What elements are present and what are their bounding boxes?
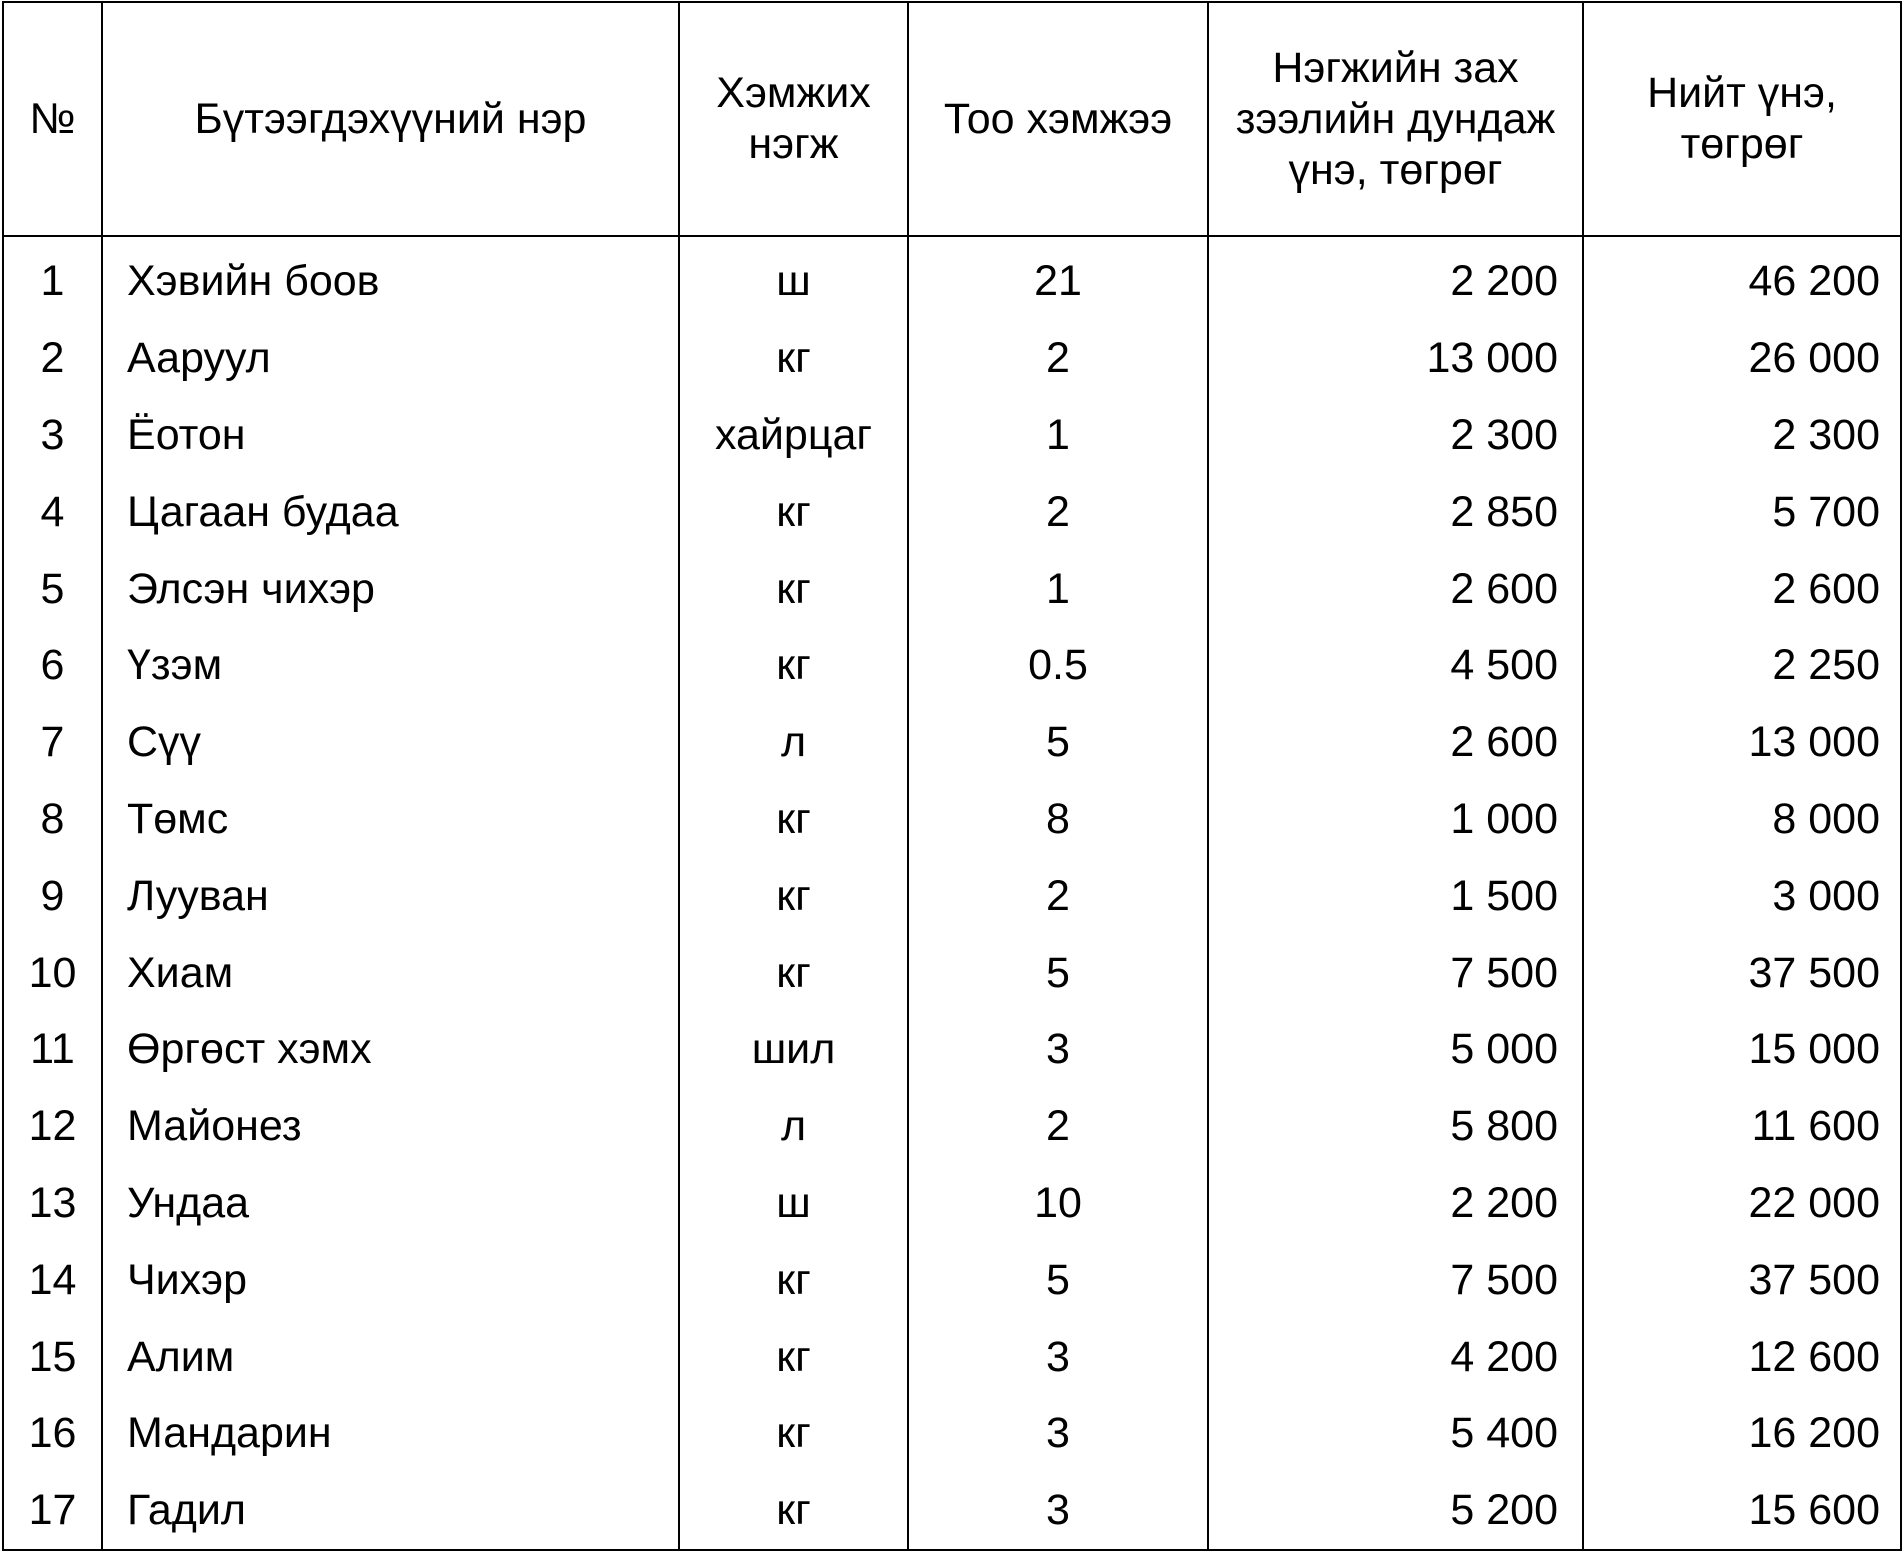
- cell-quantity: 1: [908, 397, 1208, 474]
- table-row: [3, 397, 1901, 474]
- cell-unit-price: 7 500: [1208, 1241, 1583, 1318]
- cell-product-name: Үзэм: [102, 627, 679, 704]
- cell-unit-price: 13 000: [1208, 320, 1583, 397]
- table-row: [3, 934, 1901, 1011]
- cell-unit: хайрцаг: [679, 397, 908, 474]
- table-row: [3, 1165, 1901, 1242]
- cell-number: 5: [3, 550, 102, 627]
- cell-number: 6: [3, 627, 102, 704]
- cell-product-name: Алим: [102, 1318, 679, 1395]
- cell-unit-price: 1 000: [1208, 781, 1583, 858]
- cell-total-price: 16 200: [1583, 1395, 1901, 1472]
- cell-unit: кг: [679, 627, 908, 704]
- cell-unit: ш: [679, 1165, 908, 1242]
- cell-total-price: 5 700: [1583, 473, 1901, 550]
- cell-quantity: 1: [908, 550, 1208, 627]
- cell-unit-price: 2 850: [1208, 473, 1583, 550]
- cell-quantity: 0.5: [908, 627, 1208, 704]
- cell-quantity: 5: [908, 934, 1208, 1011]
- cell-number: 13: [3, 1165, 102, 1242]
- cell-product-name: Хиам: [102, 934, 679, 1011]
- cell-unit: кг: [679, 1318, 908, 1395]
- cell-unit: кг: [679, 1472, 908, 1550]
- cell-quantity: 3: [908, 1472, 1208, 1550]
- cell-total-price: 2 600: [1583, 550, 1901, 627]
- table-header-row: [3, 2, 1901, 236]
- cell-unit: кг: [679, 781, 908, 858]
- cell-product-name: Төмс: [102, 781, 679, 858]
- cell-product-name: Гадил: [102, 1472, 679, 1550]
- cell-unit: л: [679, 704, 908, 781]
- cell-total-price: 22 000: [1583, 1165, 1901, 1242]
- table-row: [3, 1011, 1901, 1088]
- cell-product-name: Майонез: [102, 1088, 679, 1165]
- table-row: [3, 320, 1901, 397]
- cell-total-price: 3 000: [1583, 857, 1901, 934]
- cell-unit-price: 4 500: [1208, 627, 1583, 704]
- table-row: [3, 1395, 1901, 1472]
- cell-total-price: 15 000: [1583, 1011, 1901, 1088]
- cell-product-name: Сүү: [102, 704, 679, 781]
- cell-unit: кг: [679, 1395, 908, 1472]
- cell-total-price: 2 300: [1583, 397, 1901, 474]
- cell-total-price: 37 500: [1583, 1241, 1901, 1318]
- cell-quantity: 3: [908, 1011, 1208, 1088]
- cell-product-name: Ёотон: [102, 397, 679, 474]
- table-row: [3, 236, 1901, 320]
- cell-unit: шил: [679, 1011, 908, 1088]
- cell-unit: ш: [679, 236, 908, 320]
- cell-number: 12: [3, 1088, 102, 1165]
- cell-unit-price: 5 000: [1208, 1011, 1583, 1088]
- cell-total-price: 8 000: [1583, 781, 1901, 858]
- table-row: [3, 1241, 1901, 1318]
- cell-product-name: Ааруул: [102, 320, 679, 397]
- cell-quantity: 10: [908, 1165, 1208, 1242]
- cell-unit-price: 1 500: [1208, 857, 1583, 934]
- header-number: №: [3, 2, 102, 236]
- cell-quantity: 2: [908, 1088, 1208, 1165]
- cell-product-name: Өргөст хэмх: [102, 1011, 679, 1088]
- cell-unit: кг: [679, 857, 908, 934]
- cell-quantity: 5: [908, 704, 1208, 781]
- cell-unit-price: 2 600: [1208, 704, 1583, 781]
- cell-number: 2: [3, 320, 102, 397]
- cell-number: 7: [3, 704, 102, 781]
- cell-number: 4: [3, 473, 102, 550]
- cell-quantity: 2: [908, 857, 1208, 934]
- cell-total-price: 15 600: [1583, 1472, 1901, 1550]
- table-row: [3, 473, 1901, 550]
- header-total-price: Нийт үнэ, төгрөг: [1583, 2, 1901, 236]
- cell-number: 8: [3, 781, 102, 858]
- cell-product-name: Чихэр: [102, 1241, 679, 1318]
- cell-unit: кг: [679, 473, 908, 550]
- cell-number: 1: [3, 236, 102, 320]
- header-product-name: Бүтээгдэхүүний нэр: [102, 2, 679, 236]
- cell-number: 14: [3, 1241, 102, 1318]
- price-table: [2, 1, 1902, 1551]
- cell-unit: л: [679, 1088, 908, 1165]
- cell-unit-price: 2 200: [1208, 236, 1583, 320]
- cell-product-name: Элсэн чихэр: [102, 550, 679, 627]
- cell-number: 3: [3, 397, 102, 474]
- header-unit: Хэмжих нэгж: [679, 2, 908, 236]
- cell-unit-price: 7 500: [1208, 934, 1583, 1011]
- cell-quantity: 3: [908, 1395, 1208, 1472]
- cell-total-price: 13 000: [1583, 704, 1901, 781]
- cell-unit-price: 2 300: [1208, 397, 1583, 474]
- cell-product-name: Мандарин: [102, 1395, 679, 1472]
- cell-unit-price: 5 400: [1208, 1395, 1583, 1472]
- header-unit-price: Нэгжийн зах зээлийн дундаж үнэ, төгрөг: [1208, 2, 1583, 236]
- cell-unit: кг: [679, 320, 908, 397]
- cell-total-price: 11 600: [1583, 1088, 1901, 1165]
- cell-unit-price: 4 200: [1208, 1318, 1583, 1395]
- cell-number: 11: [3, 1011, 102, 1088]
- cell-total-price: 37 500: [1583, 934, 1901, 1011]
- cell-quantity: 3: [908, 1318, 1208, 1395]
- cell-unit: кг: [679, 1241, 908, 1318]
- cell-number: 15: [3, 1318, 102, 1395]
- table-row: [3, 1088, 1901, 1165]
- table-row: [3, 857, 1901, 934]
- cell-number: 16: [3, 1395, 102, 1472]
- cell-quantity: 21: [908, 236, 1208, 320]
- cell-product-name: Лууван: [102, 857, 679, 934]
- cell-total-price: 46 200: [1583, 236, 1901, 320]
- cell-unit-price: 5 800: [1208, 1088, 1583, 1165]
- cell-product-name: Цагаан будаа: [102, 473, 679, 550]
- cell-number: 17: [3, 1472, 102, 1550]
- cell-number: 10: [3, 934, 102, 1011]
- cell-unit: кг: [679, 934, 908, 1011]
- table-row: [3, 704, 1901, 781]
- cell-unit-price: 5 200: [1208, 1472, 1583, 1550]
- cell-unit-price: 2 200: [1208, 1165, 1583, 1242]
- table-row: [3, 781, 1901, 858]
- table-row: [3, 550, 1901, 627]
- cell-quantity: 2: [908, 473, 1208, 550]
- cell-product-name: Хэвийн боов: [102, 236, 679, 320]
- table-row: [3, 1318, 1901, 1395]
- cell-quantity: 2: [908, 320, 1208, 397]
- header-quantity: Тоо хэмжээ: [908, 2, 1208, 236]
- cell-quantity: 5: [908, 1241, 1208, 1318]
- cell-quantity: 8: [908, 781, 1208, 858]
- cell-product-name: Ундаа: [102, 1165, 679, 1242]
- cell-total-price: 2 250: [1583, 627, 1901, 704]
- cell-total-price: 12 600: [1583, 1318, 1901, 1395]
- cell-number: 9: [3, 857, 102, 934]
- cell-total-price: 26 000: [1583, 320, 1901, 397]
- table-row: [3, 1472, 1901, 1550]
- table-row: [3, 627, 1901, 704]
- cell-unit: кг: [679, 550, 908, 627]
- cell-unit-price: 2 600: [1208, 550, 1583, 627]
